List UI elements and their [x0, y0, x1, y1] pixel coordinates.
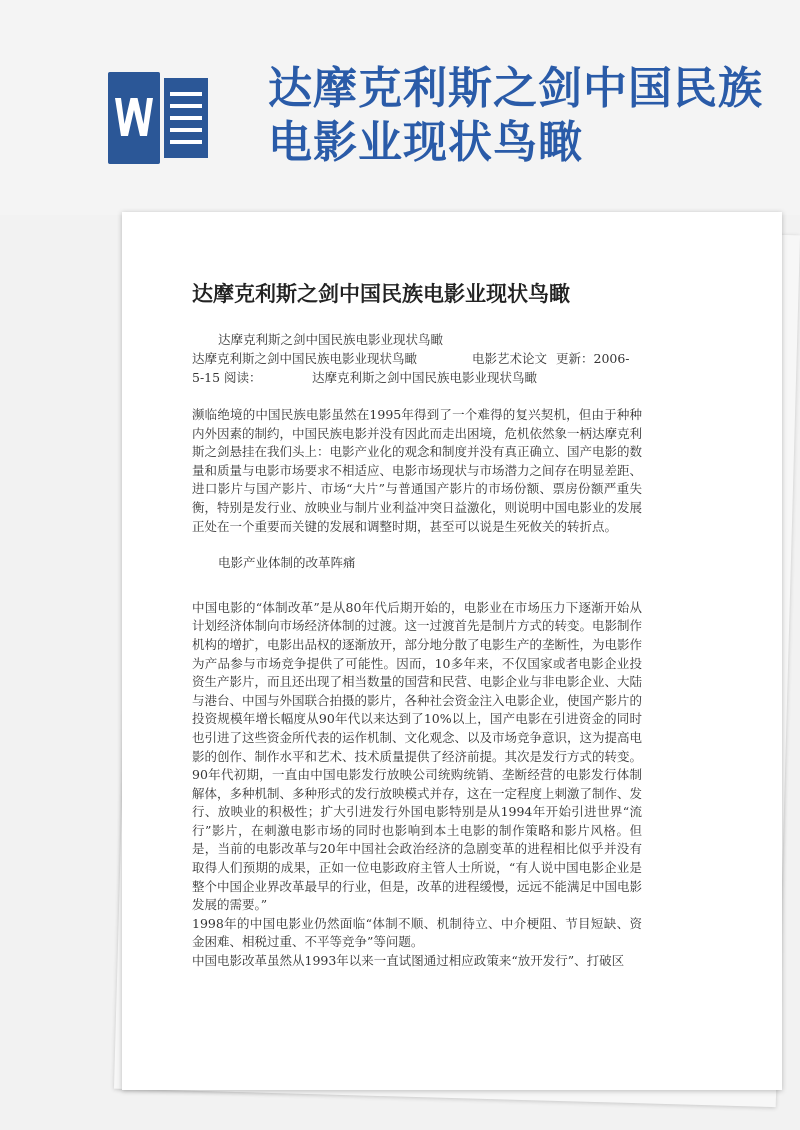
meta-updated: 更新：2006- [556, 351, 630, 366]
paragraph-reform: 中国电影的“体制改革”是从80年代后期开始的，电影业在市场压力下逐渐开始从计划经济体制向市场经济体制的过渡。这一过渡首先是制片方式的转变。电影制作机构的增扩，电影出品权的逐渐放开，部分地分散了电影生产的垄断性，为电影作为产品参与市场竞争提供了可能性。因而，10多年来，不仅国家或者电影企业投资生产影片，而且还出现了相当数量的国营和民营、电影企业与非电影企业、大陆与港台、中国与外国联合拍摄的影片，各种社会资金注入电影企业，使国产影片的投资规模年增长幅度从90年代以来达到了10%以上，国产电影在引进资金的同时也引进了这些资金所代表的运作机制、文化观念、以及市场竞争意识，这为提高电影的创作、制作水平和艺术、技术质量提供了经济前提。其次是发行方式的转变。90年代初期，一直由中国电影发行放映公司统购统销、垄断经营的电影发行体制解体，多种机制、多种形式的发行放映模式并存，这在一定程度上刺激了制作、发行、放映业的积极性；扩大引进发行外国电影特别是从1994年开始引进世界“流行”影片，在刺激电影市场的同时也影响到本土电影的制作策略和影片风格。但是，当前的电影改革与20年中国社会政治经济的急剧变革的进程相比似乎并没有取得人们预期的成果，正如一位电影政府主管人士所说，“有人说中国电影企业是整个中国企业界改革最早的行业，但是，改革的进程缓慢，远远不能满足中国电影发展的需要。” [192, 599, 643, 913]
paragraph-1998: 1998年的中国电影业仍然面临“体制不顺、机制待立、中介梗阻、节目短缺、资金困难、相税过重、不平等竞争”等问题。 [192, 915, 642, 950]
section-heading: 电影产业体制的改革阵痛 [218, 555, 356, 571]
paragraph-1993: 中国电影改革虽然从1993年以来一直试图通过相应政策来“放开发行”、打破区 [192, 953, 625, 969]
meta-line-1: 达摩克利斯之剑中国民族电影业现状鸟瞰 [218, 332, 444, 347]
banner-title: 达摩克利斯之剑中国民族电影业现状鸟瞰 [268, 63, 763, 168]
paragraph-intro: 濒临绝境的中国民族电影虽然在1995年得到了一个难得的复兴契机，但由于种种内外因素的制约，中国民族电影并没有因此而走出困境，危机依然象一柄达摩克利斯之剑悬挂在我们头上：电影产业化的观念和制度并没有真正确立、国产电影的数量和质量与电影市场要求不相适应、电影市场现状与市场潜力之间存在明显差距、进口影片与国产影片、市场“大片”与普通国产影片的市场份额、票房份额严重失衡，特别是发行业、放映业与制片业利益冲突日益激化，则说明中国电影业的发展正处在一个重要而关键的发展和调整时期，甚至可以说是生死攸关的转折点。 [192, 407, 643, 534]
document-body [192, 406, 642, 971]
meta-line-3 [192, 368, 642, 387]
document-meta [192, 330, 642, 387]
document-title: 达摩克利斯之剑中国民族电影业现状鸟瞰 [192, 281, 570, 306]
word-document-icon [108, 72, 208, 164]
meta-category: 电影艺术论文 [472, 351, 548, 366]
meta-title: 达摩克利斯之剑中国民族电影业现状鸟瞰 [192, 351, 418, 366]
meta-line-2 [192, 349, 642, 368]
document-page [122, 212, 782, 1090]
meta-date-read: 5-15 阅读： [192, 370, 262, 385]
banner [0, 0, 800, 215]
meta-title-repeat: 达摩克利斯之剑中国民族电影业现状鸟瞰 [312, 370, 538, 385]
